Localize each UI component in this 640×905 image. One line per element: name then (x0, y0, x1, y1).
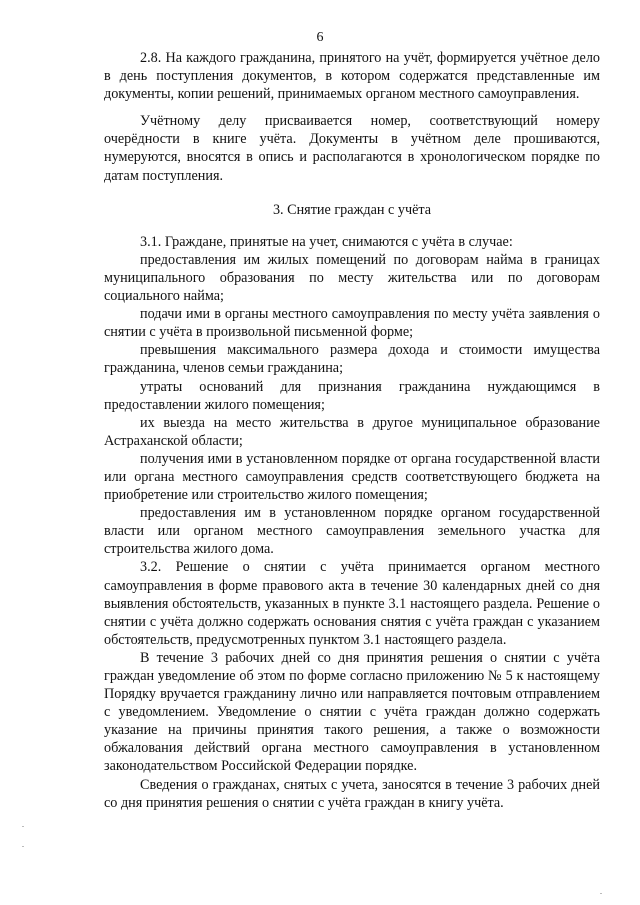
list-item: предоставления им жилых помещений по договорам найма в границах муниципального образования по месту жительства или по договорам социального найма; (104, 251, 600, 305)
paragraph-3-2: 3.2. Решение о снятии с учёта принимается органом местного самоуправления в форме правового акта в течение 30 календарных дней со дня выявления обстоятельств, указанных в пункте 3.1 настоящего раздела. Решение о снятии с учёта должно содержать основания снятия с учёта граждан с указанием обстоятельств, предусмотренных пунктом 3.1 настоящего раздела. (104, 559, 600, 648)
list-item: превышения максимального размера дохода и стоимости имущества гражданина, членов семьи гражданина; (104, 342, 600, 377)
list-item: их выезда на место жительства в другое муниципальное образование Астраханской области; (104, 414, 600, 449)
paragraph-register-entry: Сведения о гражданах, снятых с учета, заносятся в течение 3 рабочих дней со дня принятия решения о снятии с учёта граждан в книгу учёта. (104, 776, 600, 811)
paragraph-notification: В течение 3 рабочих дней со дня принятия решения о снятии с учёта граждан уведомление об этом по форме согласно приложению № 5 к настоящему Порядку вручается гражданину лично или направляется почтовым отправлением с уведомлением. Уведомление о снятии с учёта граждан должно содержать указание на причины принятия такого решения, а также о возможности обжалования действий органа местного самоуправления в установленном законодательством Российской Федерации порядке. (104, 649, 600, 775)
paragraph-2-8-case-number: Учётному делу присваивается номер, соответствующий номеру очерёдности в книге учёта. Документы в учётном деле прошиваются, нумеруются, вносятся в опись и располагаются в хронологическом порядке по датам поступления. (104, 113, 600, 184)
list-item: получения ими в установленном порядке от органа государственной власти или органа местного самоуправления средств соответствующего бюджета на приобретение или строительство жилого помещения; (104, 450, 600, 504)
paragraph-2-8: 2.8. На каждого гражданина, принятого на учёт, формируется учётное дело в день поступления документов, в котором содержатся представленные им документы, копии решений, принимаемых органом местного самоуправления. (104, 50, 600, 103)
list-item: подачи ими в органы местного самоуправления по месту учёта заявления о снятии с учёта в произвольной письменной форме; (104, 306, 600, 341)
document-body (104, 49, 600, 812)
section-heading: 3. Снятие граждан с учёта (272, 201, 432, 218)
paragraph-3-1: 3.1. Граждане, принятые на учет, снимаются с учёта в случае: (140, 233, 513, 250)
list-item: утраты оснований для признания гражданина нуждающимся в предоставлении жилого помещения; (104, 378, 600, 413)
list-item: предоставления им в установленном порядке органом государственной власти или органом местного самоуправления земельного участка для строительства жилого дома. (104, 505, 600, 558)
page-number: 6 (316, 30, 324, 45)
